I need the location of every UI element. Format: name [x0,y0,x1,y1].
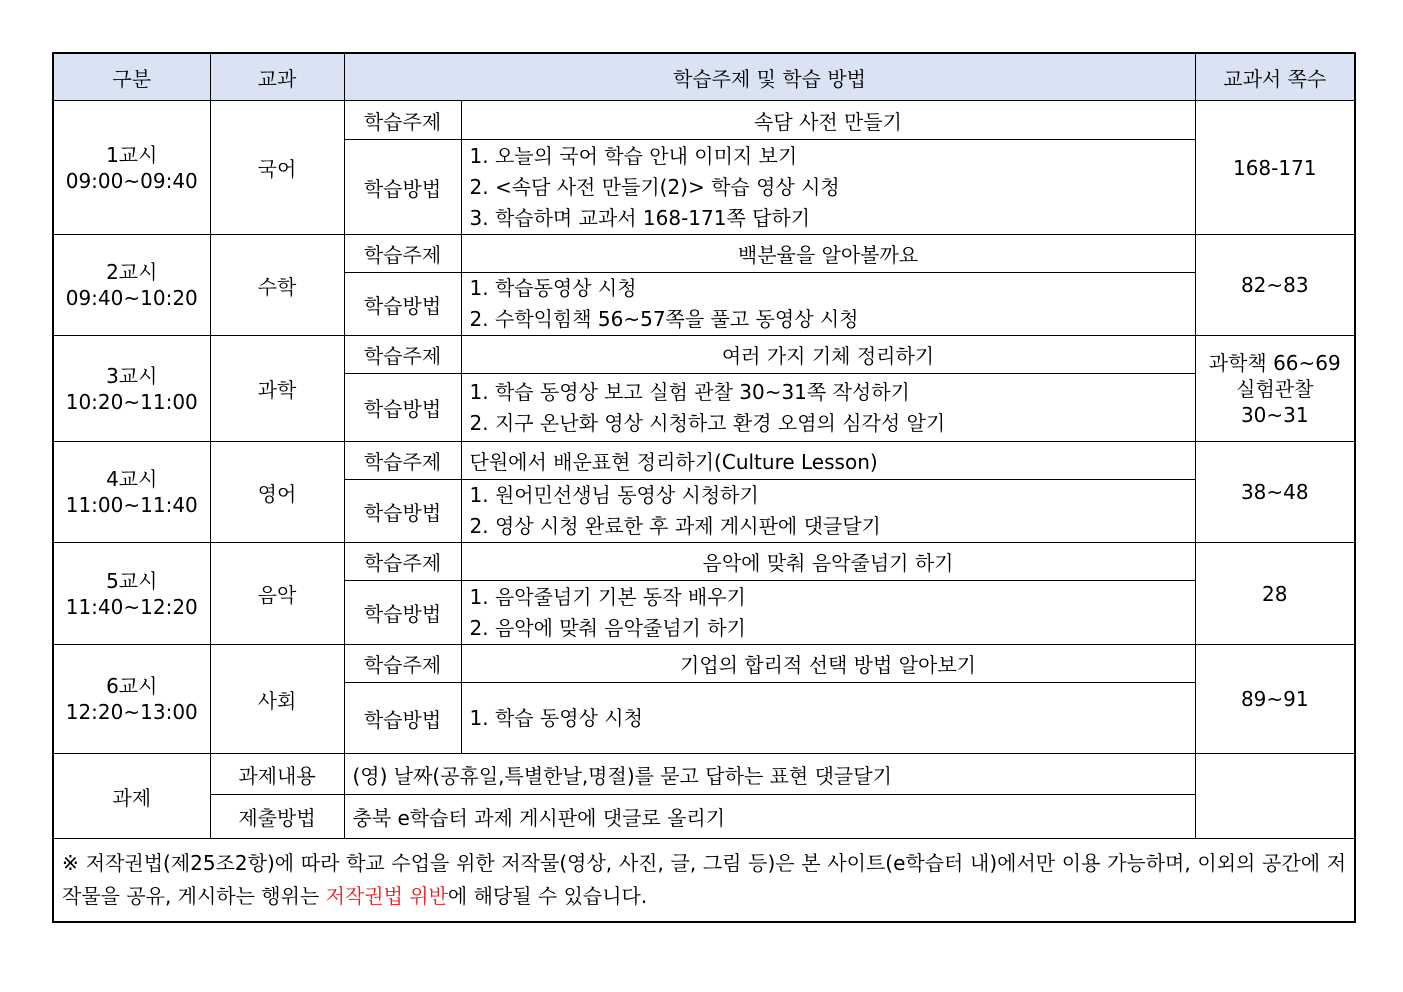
period-cell [53,442,210,543]
topic-text: 속담 사전 만들기 [461,101,1195,140]
table-row [53,645,1355,683]
subject-cell: 사회 [210,645,344,754]
topic-label: 학습주제 [344,235,461,273]
pages-line: 28 [1262,581,1288,606]
table-row [53,795,1355,839]
method-list [461,480,1195,543]
method-list [461,581,1195,645]
period-label: 6교시 [106,674,158,698]
method-item: 1. 원어민선생님 동영상 시청하기 [469,483,759,507]
homework-submit-label: 제출방법 [210,795,344,839]
table-row [53,543,1355,581]
table-row [53,235,1355,273]
method-item: 1. 오늘의 국어 학습 안내 이미지 보기 [469,143,798,168]
table-row [53,442,1355,480]
homework-pages-cell [1195,754,1355,839]
table-row [53,101,1355,140]
pages-cell [1195,101,1355,235]
pages-line: 38~48 [1240,480,1309,504]
pages-line: 30~31 [1240,402,1309,427]
method-label: 학습방법 [344,581,461,645]
period-cell [53,235,210,336]
period-time: 11:00~11:40 [65,493,198,517]
period-time: 09:00~09:40 [65,168,198,193]
table-row [53,336,1355,374]
topic-label: 학습주제 [344,645,461,683]
pages-line: 82~83 [1240,273,1309,297]
period-label: 4교시 [106,467,158,491]
homework-label: 과제 [53,754,210,839]
pages-cell [1195,235,1355,336]
period-cell [53,336,210,442]
homework-content: (영) 날짜(공휴일,특별한날,명절)를 묻고 답하는 표현 댓글달기 [344,754,1195,795]
method-list [461,374,1195,442]
topic-label: 학습주제 [344,336,461,374]
subject-cell: 수학 [210,235,344,336]
method-item: 1. 학습 동영상 보고 실험 관찰 30~31쪽 작성하기 [469,379,910,404]
header-pages: 교과서 쪽수 [1195,53,1355,101]
method-list [461,273,1195,336]
period-cell [53,101,210,235]
header-content: 학습주제 및 학습 방법 [344,53,1195,101]
period-label: 2교시 [106,260,158,284]
method-item: 2. 음악에 맞춰 음악줄넘기 하기 [469,615,746,640]
pages-line: 168-171 [1232,155,1317,180]
topic-text: 여러 가지 기체 정리하기 [461,336,1195,374]
subject-cell: 국어 [210,101,344,235]
period-time: 11:40~12:20 [65,594,198,619]
period-time: 12:20~13:00 [65,700,198,724]
topic-label: 학습주제 [344,442,461,480]
method-item: 3. 학습하며 교과서 168-171쪽 답하기 [469,205,811,230]
header-subject: 교과 [210,53,344,101]
homework-submit: 충북 e학습터 과제 게시판에 댓글로 올리기 [344,795,1195,839]
table-row [53,754,1355,795]
method-label: 학습방법 [344,480,461,543]
method-list [461,683,1195,754]
method-item: 1. 학습 동영상 시청 [469,705,643,730]
method-label: 학습방법 [344,273,461,336]
notice-highlight: 저작권법 위반 [325,884,448,908]
method-label: 학습방법 [344,140,461,235]
period-time: 09:40~10:20 [65,286,198,310]
homework-content-label: 과제내용 [210,754,344,795]
header-category: 구분 [53,53,210,101]
period-label: 1교시 [106,142,158,167]
pages-cell [1195,442,1355,543]
notice-row [53,839,1355,923]
method-label: 학습방법 [344,374,461,442]
subject-cell: 영어 [210,442,344,543]
pages-line: 실험관찰 [1236,376,1314,401]
copyright-notice [53,839,1355,923]
method-item: 1. 학습동영상 시청 [469,276,637,300]
method-item: 2. <속담 사전 만들기(2)> 학습 영상 시청 [469,174,840,199]
notice-text-end: 에 해당될 수 있습니다. [447,884,648,908]
topic-text: 단원에서 배운표현 정리하기(Culture Lesson) [461,442,1195,480]
subject-cell: 음악 [210,543,344,645]
topic-text: 기업의 합리적 선택 방법 알아보기 [461,645,1195,683]
period-cell [53,645,210,754]
method-item: 2. 수학익힘책 56~57쪽을 풀고 동영상 시청 [469,307,859,331]
pages-cell [1195,336,1355,442]
notice-text: ※ 저작권법(제25조2항)에 따라 학교 수업을 위한 저작물(영상, 사진, 글, 그림 등)은 본 사이트(e학습터 내)에서만 이용 가능하며, 이외의 공간에 저작물을 공유, 게시하는 행위는 [62,851,1347,908]
schedule-table [52,52,1356,923]
period-label: 3교시 [106,363,158,388]
method-label: 학습방법 [344,683,461,754]
pages-line: 89~91 [1240,687,1309,711]
topic-label: 학습주제 [344,543,461,581]
period-time: 10:20~11:00 [65,389,198,414]
subject-cell: 과학 [210,336,344,442]
pages-cell [1195,543,1355,645]
method-item: 2. 영상 시청 완료한 후 과제 게시판에 댓글달기 [469,514,881,538]
pages-line: 과학책 66~69 [1208,350,1341,375]
topic-text: 음악에 맞춰 음악줄넘기 하기 [461,543,1195,581]
pages-cell [1195,645,1355,754]
method-list [461,140,1195,235]
topic-label: 학습주제 [344,101,461,140]
topic-text: 백분율을 알아볼까요 [461,235,1195,273]
header-row [53,53,1355,101]
method-item: 1. 음악줄넘기 기본 동작 배우기 [469,584,746,609]
period-label: 5교시 [106,568,158,593]
period-cell [53,543,210,645]
method-item: 2. 지구 온난화 영상 시청하고 환경 오염의 심각성 알기 [469,410,946,435]
